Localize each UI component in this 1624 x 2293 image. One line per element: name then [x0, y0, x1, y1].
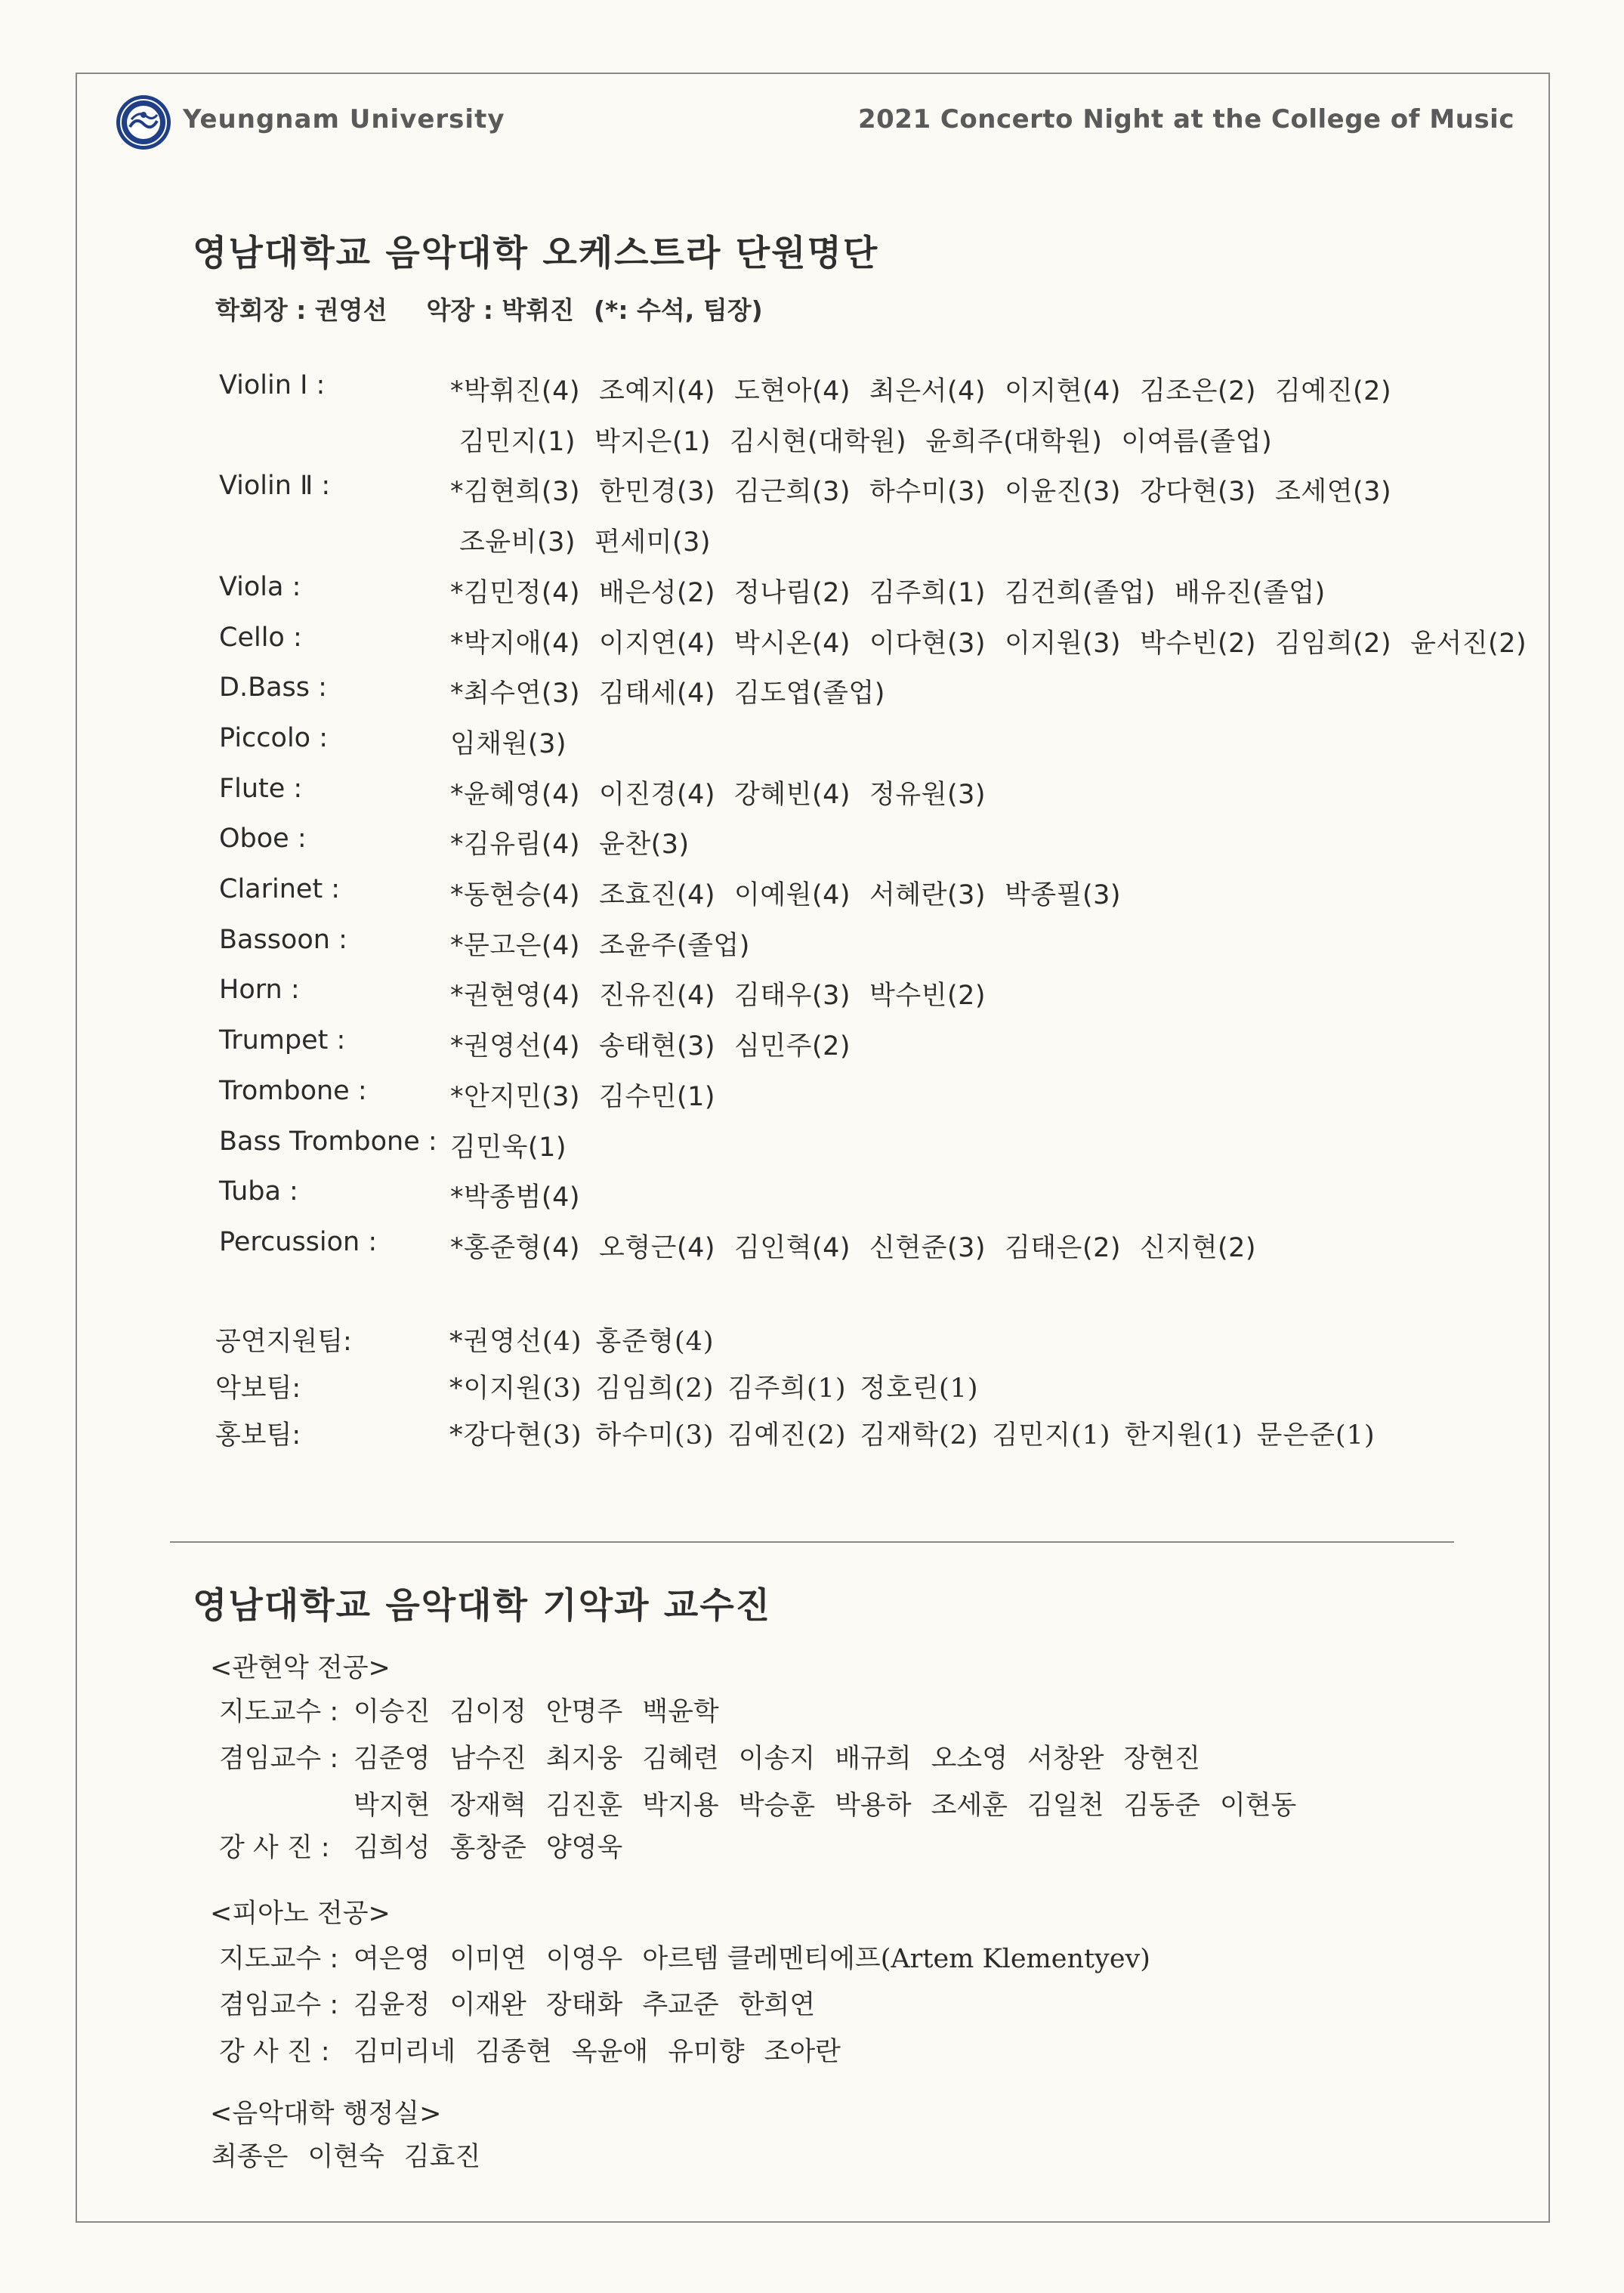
- faculty-name: 추교준: [642, 1990, 719, 2020]
- faculty-name: 아르템 클레멘티에프(Artem Klementyev): [642, 1944, 1150, 1974]
- member-name: 박지은(1): [594, 426, 712, 457]
- faculty-name: 박용하: [835, 1791, 912, 1821]
- faculty-name: 최종은: [211, 2142, 289, 2172]
- team-label: 악보팀:: [215, 1374, 301, 1404]
- faculty-name: 오소영: [931, 1744, 1008, 1774]
- member-name: 조효진(4): [599, 880, 716, 910]
- faculty-name: 이송지: [738, 1744, 816, 1774]
- instrument-label: Cello :: [219, 622, 302, 653]
- faculty-name: 김일천: [1027, 1791, 1104, 1821]
- faculty-name: 김미리네: [354, 2037, 456, 2067]
- faculty-name: 박승훈: [738, 1791, 816, 1821]
- member-name: 김시현(대학원): [730, 426, 907, 457]
- member-names: [450, 672, 904, 710]
- faculty-title: 영남대학교 음악대학 기악과 교수진: [193, 1585, 772, 1627]
- faculty-name: 여은영: [354, 1944, 431, 1974]
- team-label: 홍보팀:: [215, 1420, 301, 1451]
- instrument-label: D.Bass :: [219, 672, 327, 703]
- faculty-role-label: 강 사 진 :: [219, 2037, 330, 2067]
- member-name: 정유원(3): [869, 779, 986, 810]
- member-name: 오형근(4): [599, 1232, 716, 1263]
- member-name: 하수미(3): [869, 477, 986, 508]
- instrument-label: Horn :: [219, 975, 300, 1006]
- member-name: 강혜빈(4): [734, 779, 851, 810]
- instrument-label: Trumpet :: [219, 1025, 346, 1056]
- president: 학회장 : 권영선: [215, 295, 387, 325]
- faculty-role-label: 지도교수 :: [219, 1697, 339, 1727]
- faculty-name: 이미연: [449, 1944, 526, 1974]
- faculty-name: 이현숙: [307, 2142, 384, 2172]
- faculty-row: [219, 1738, 1220, 1775]
- instrument-label: Percussion :: [219, 1226, 378, 1257]
- faculty-name: 홍창준: [449, 1833, 526, 1863]
- member-name: 김조은(2): [1140, 376, 1257, 406]
- team-members: [449, 1414, 1389, 1452]
- faculty-name: 이현동: [1219, 1791, 1297, 1821]
- member-name: 한민경(3): [599, 477, 716, 508]
- university-seal-icon: [115, 94, 172, 151]
- member-name: *동현승(4): [450, 880, 581, 910]
- instrument-label: Bass Trombone :: [219, 1126, 437, 1157]
- faculty-name: 김준영: [354, 1744, 431, 1774]
- member-names: [450, 1176, 599, 1214]
- member-names: [450, 975, 1005, 1012]
- member-name: 윤희주(대학원): [925, 426, 1103, 457]
- member-name: 김태우(3): [734, 981, 851, 1012]
- member-name: 김임희(2): [595, 1374, 715, 1404]
- member-name: 김근희(3): [734, 477, 851, 508]
- member-name: 박종필(3): [1005, 880, 1122, 910]
- member-name: 이윤진(3): [1005, 477, 1122, 508]
- member-name: 윤서진(2): [1410, 628, 1527, 659]
- member-name: *김현희(3): [450, 477, 581, 508]
- faculty-names: [354, 1833, 642, 1863]
- faculty-role-label: 지도교수 :: [219, 1944, 339, 1974]
- faculty-name: 배규희: [835, 1744, 912, 1774]
- faculty-row: [219, 1785, 1316, 1822]
- faculty-role-label: 겸임교수 :: [219, 1744, 339, 1774]
- member-name: 심민주(2): [734, 1031, 851, 1062]
- member-names: [450, 1227, 1275, 1265]
- faculty-names: [354, 1791, 1316, 1821]
- member-names: [450, 471, 1410, 508]
- member-name: 조예지(4): [599, 376, 716, 406]
- member-name: *윤혜영(4): [450, 779, 581, 810]
- member-names: [450, 1025, 869, 1063]
- faculty-name: 안명주: [545, 1697, 623, 1727]
- member-name: *안지민(3): [450, 1081, 581, 1112]
- team-members: [449, 1321, 728, 1358]
- member-name: *이지원(3): [449, 1374, 582, 1404]
- member-name: 이예원(4): [734, 880, 851, 910]
- member-name: *권현영(4): [450, 981, 581, 1012]
- faculty-row: [219, 1984, 835, 2022]
- member-names: [459, 421, 1291, 459]
- faculty-names: [354, 1744, 1220, 1774]
- member-name: 김예진(2): [727, 1420, 847, 1451]
- faculty-row: [219, 1691, 739, 1729]
- member-name: 김수민(1): [599, 1081, 716, 1112]
- member-name: 이지현(4): [1005, 376, 1122, 406]
- faculty-name: 김이정: [449, 1697, 526, 1727]
- member-name: 최은서(4): [869, 376, 986, 406]
- faculty-names: [211, 2142, 500, 2172]
- instrument-label: Flute :: [219, 773, 303, 804]
- faculty-group-heading: <피아노 전공>: [210, 1899, 391, 1929]
- member-name: 이지연(4): [599, 628, 716, 659]
- page-header: [113, 89, 1514, 156]
- faculty-row: [219, 1938, 1170, 1976]
- faculty-name: 김윤정: [354, 1990, 431, 2020]
- instrument-label: Viola :: [219, 571, 301, 602]
- member-name: 김재학(2): [860, 1420, 979, 1451]
- orchestra-officers: [215, 291, 802, 326]
- instrument-label: Oboe :: [219, 824, 307, 854]
- faculty-name: 조아란: [764, 2037, 841, 2067]
- member-name: 이지원(3): [1005, 628, 1122, 659]
- member-name: *최수연(3): [450, 678, 581, 709]
- team-label: 공연지원팀:: [215, 1327, 352, 1357]
- instrument-label: Trombone :: [219, 1075, 367, 1106]
- instrument-label: Clarinet :: [219, 874, 341, 904]
- member-name: 배유진(졸업): [1174, 577, 1326, 608]
- member-name: 김주희(1): [869, 577, 986, 608]
- member-name: 윤찬(3): [599, 830, 690, 861]
- faculty-row: [211, 2136, 500, 2174]
- faculty-name: 이재완: [449, 1990, 526, 2020]
- member-name: 이진경(4): [599, 779, 716, 810]
- member-names: [450, 774, 1005, 811]
- faculty-row: [219, 2031, 860, 2069]
- member-name: 도현아(4): [734, 376, 851, 406]
- member-name: 신지현(2): [1140, 1232, 1257, 1263]
- faculty-name: 유미향: [668, 2037, 745, 2067]
- member-name: 김예진(2): [1275, 376, 1392, 406]
- event-title: 2021 Concerto Night at the College of Music: [857, 104, 1514, 134]
- faculty-name: 박지현: [354, 1791, 431, 1821]
- member-name: 송태현(3): [599, 1031, 716, 1062]
- member-name: *김유림(4): [450, 830, 581, 861]
- member-name: 문은준(1): [1256, 1420, 1375, 1451]
- instrument-label: Piccolo :: [219, 722, 329, 753]
- member-names: [450, 1076, 734, 1114]
- faculty-name: 장재혁: [449, 1791, 526, 1821]
- member-name: 김도엽(졸업): [734, 678, 885, 709]
- faculty-name: 김희성: [354, 1833, 431, 1863]
- member-names: [450, 1126, 585, 1164]
- faculty-name: 조세훈: [931, 1791, 1008, 1821]
- member-name: *김민정(4): [450, 577, 581, 608]
- member-names: [459, 521, 730, 559]
- member-name: 박수빈(2): [1140, 628, 1257, 659]
- faculty-name: 김혜련: [642, 1744, 719, 1774]
- member-names: [450, 874, 1140, 912]
- faculty-name: 김진훈: [545, 1791, 623, 1821]
- member-name: 김태세(4): [599, 678, 716, 709]
- member-name: 조윤주(졸업): [599, 930, 750, 961]
- faculty-name: 옥윤애: [571, 2037, 649, 2067]
- member-name: *권영선(4): [450, 1031, 581, 1062]
- faculty-name: 한희연: [738, 1990, 816, 2020]
- member-name: *박지애(4): [450, 628, 581, 659]
- faculty-name: 남수진: [449, 1744, 526, 1774]
- orchestra-title: 영남대학교 음악대학 오케스트라 단원명단: [193, 233, 879, 274]
- member-name: 임채원(3): [450, 728, 567, 759]
- member-name: 서혜란(3): [869, 880, 986, 910]
- member-name: 정호린(1): [860, 1374, 979, 1404]
- member-names: [450, 370, 1410, 408]
- member-name: 한지원(1): [1124, 1420, 1243, 1451]
- member-names: [450, 623, 1545, 660]
- member-name: 편세미(3): [594, 527, 712, 558]
- member-name: 이다현(3): [869, 628, 986, 659]
- member-names: [450, 925, 769, 963]
- faculty-role-label: 강 사 진 :: [219, 1833, 330, 1863]
- faculty-name: 장현진: [1123, 1744, 1200, 1774]
- faculty-names: [354, 1990, 835, 2020]
- faculty-group-heading: <음악대학 행정실>: [210, 2099, 442, 2129]
- faculty-name: 장태화: [545, 1990, 623, 2020]
- faculty-names: [354, 1697, 739, 1727]
- member-name: *권영선(4): [449, 1327, 582, 1357]
- faculty-name: 양영욱: [545, 1833, 623, 1863]
- faculty-group-heading: <관현악 전공>: [210, 1653, 391, 1683]
- legend-note: (*: 수석, 팀장): [594, 295, 763, 325]
- member-names: [450, 723, 585, 761]
- faculty-names: [354, 2037, 860, 2067]
- faculty-row: [219, 1827, 642, 1865]
- member-name: 김주희(1): [727, 1374, 847, 1404]
- member-name: 배은성(2): [599, 577, 716, 608]
- member-name: 강다현(3): [1140, 477, 1257, 508]
- faculty-name: 최지웅: [545, 1744, 623, 1774]
- member-name: *홍준형(4): [450, 1232, 581, 1263]
- faculty-name: 이영우: [545, 1944, 623, 1974]
- member-name: 김민지(1): [992, 1420, 1111, 1451]
- member-name: 정나림(2): [734, 577, 851, 608]
- member-name: 김임희(2): [1275, 628, 1392, 659]
- faculty-name: 김효진: [403, 2142, 481, 2172]
- member-name: 박수빈(2): [869, 981, 986, 1012]
- member-name: 조윤비(3): [459, 527, 576, 558]
- member-name: 박시온(4): [734, 628, 851, 659]
- member-names: [450, 572, 1345, 610]
- team-members: [449, 1367, 993, 1405]
- instrument-label: Violin Ⅱ :: [219, 471, 331, 502]
- member-name: 홍준형(4): [595, 1327, 715, 1357]
- instrument-label: Tuba :: [219, 1176, 298, 1207]
- member-name: *박휘진(4): [450, 376, 581, 406]
- member-name: *박종범(4): [450, 1182, 581, 1213]
- faculty-role-label: 겸임교수 :: [219, 1990, 339, 2020]
- instrument-label: Violin Ⅰ :: [219, 370, 326, 400]
- faculty-names: [354, 1944, 1170, 1974]
- member-name: 김민욱(1): [450, 1132, 567, 1163]
- faculty-name: 서창완: [1027, 1744, 1104, 1774]
- member-names: [450, 824, 709, 861]
- faculty-name: 박지용: [642, 1791, 719, 1821]
- member-name: *강다현(3): [449, 1420, 582, 1451]
- university-name: Yeungnam University: [183, 104, 505, 134]
- member-name: 하수미(3): [595, 1420, 715, 1451]
- member-name: 김민지(1): [459, 426, 576, 457]
- member-name: 신현준(3): [869, 1232, 986, 1263]
- instrument-label: Bassoon :: [219, 924, 347, 955]
- member-name: 이여름(졸업): [1121, 426, 1273, 457]
- faculty-name: 이승진: [354, 1697, 431, 1727]
- member-name: 진유진(4): [599, 981, 716, 1012]
- member-name: 김인혁(4): [734, 1232, 851, 1263]
- concertmaster: 악장 : 박휘진: [426, 295, 575, 325]
- faculty-name: 김종현: [475, 2037, 552, 2067]
- faculty-name: 김동준: [1123, 1791, 1200, 1821]
- member-name: 김건희(졸업): [1005, 577, 1156, 608]
- member-name: 김태은(2): [1005, 1232, 1122, 1263]
- member-name: 조세연(3): [1275, 477, 1392, 508]
- section-divider: [170, 1541, 1454, 1543]
- faculty-name: 백윤학: [642, 1697, 719, 1727]
- member-name: *문고은(4): [450, 930, 581, 961]
